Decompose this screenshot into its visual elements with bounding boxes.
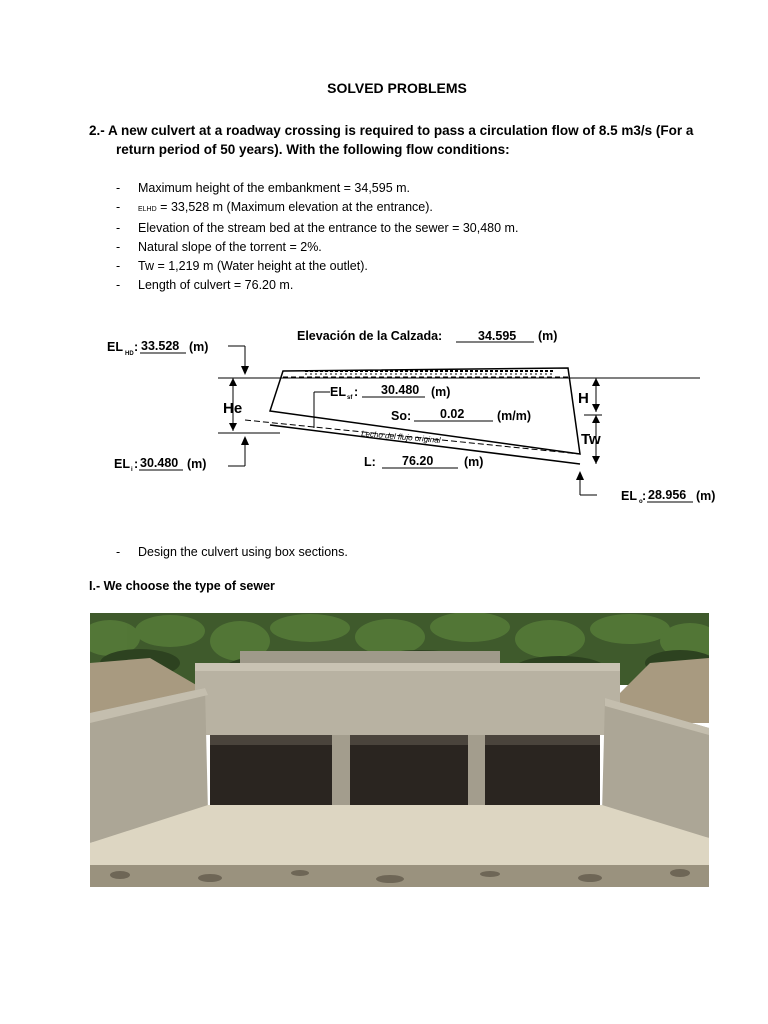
- conditions-list: [116, 179, 518, 295]
- el-o-value: 28.956: [648, 488, 687, 502]
- el-hd-unit: (m): [189, 340, 209, 354]
- svg-text:Elevación de la Calzada:: [297, 329, 442, 343]
- condition-prefix: ELHD: [138, 206, 157, 213]
- condition-item: - Length of culvert = 76.20 m.: [116, 276, 518, 295]
- condition-item: [116, 198, 518, 219]
- he-label: He: [223, 400, 243, 417]
- el-o-unit: (m): [696, 489, 716, 503]
- el-hd-sub: HD: [125, 351, 134, 357]
- so-label: So:: [391, 409, 412, 423]
- problem-line-1: 2.- A new culvert at a roadway crossing is required to pass a circulation flow of 8.5 m3/s (For a: [89, 123, 694, 138]
- road-elevation-value: 34.595: [478, 329, 517, 343]
- svg-text::: :: [134, 457, 139, 471]
- culvert-profile-diagram: [100, 320, 740, 515]
- design-instruction-text: - Design the culvert using box sections.: [116, 545, 348, 559]
- step-heading: I.- We choose the type of sewer: [89, 579, 275, 593]
- el-o-label: EL: [621, 489, 637, 503]
- problem-statement: [89, 121, 699, 159]
- design-instruction: [116, 545, 348, 559]
- condition-item: - Maximum height of the embankment = 34,595 m.: [116, 179, 518, 198]
- svg-text::: :: [134, 340, 139, 354]
- h-label: H: [578, 390, 589, 407]
- length-unit: (m): [464, 455, 484, 469]
- problem-line-2: return period of 50 years). With the following flow conditions:: [116, 142, 510, 157]
- condition-item: - Elevation of the stream bed at the entrance to the sewer = 30,480 m.: [116, 219, 518, 238]
- el-sf-label: EL: [330, 385, 346, 399]
- box-culvert-photo: [90, 613, 709, 887]
- el-hd-value: 33.528: [141, 339, 180, 353]
- condition-item: - Natural slope of the torrent = 2%.: [116, 238, 518, 257]
- road-elevation-label: Elevación de la Calzada:: [297, 329, 443, 343]
- stream-bed-label: Lecho del flujo original: [360, 429, 441, 445]
- el-i-sub: i: [131, 467, 133, 473]
- length-label: L:: [364, 455, 376, 469]
- tw-label: Tw: [581, 431, 601, 448]
- so-unit: (m/m): [497, 409, 532, 423]
- el-hd-label: EL: [107, 340, 123, 354]
- condition-item: - Tw = 1,219 m (Water height at the outlet).: [116, 257, 518, 276]
- el-sf-value: 30.480: [381, 383, 420, 397]
- el-sf-unit: (m): [431, 385, 451, 399]
- svg-text::: :: [642, 489, 647, 503]
- el-o-sub: o: [639, 499, 643, 505]
- road-elevation-unit: (m): [538, 329, 558, 343]
- el-i-unit: (m): [187, 457, 207, 471]
- page-title: SOLVED PROBLEMS: [327, 80, 467, 96]
- svg-text::: :: [354, 385, 359, 399]
- condition-text: = 33,528 m (Maximum elevation at the entrance).: [160, 200, 433, 214]
- el-sf-sub: sf: [347, 395, 353, 401]
- length-value: 76.20: [402, 454, 434, 468]
- so-value: 0.02: [440, 407, 465, 421]
- el-i-label: EL: [114, 457, 130, 471]
- el-i-value: 30.480: [140, 456, 179, 470]
